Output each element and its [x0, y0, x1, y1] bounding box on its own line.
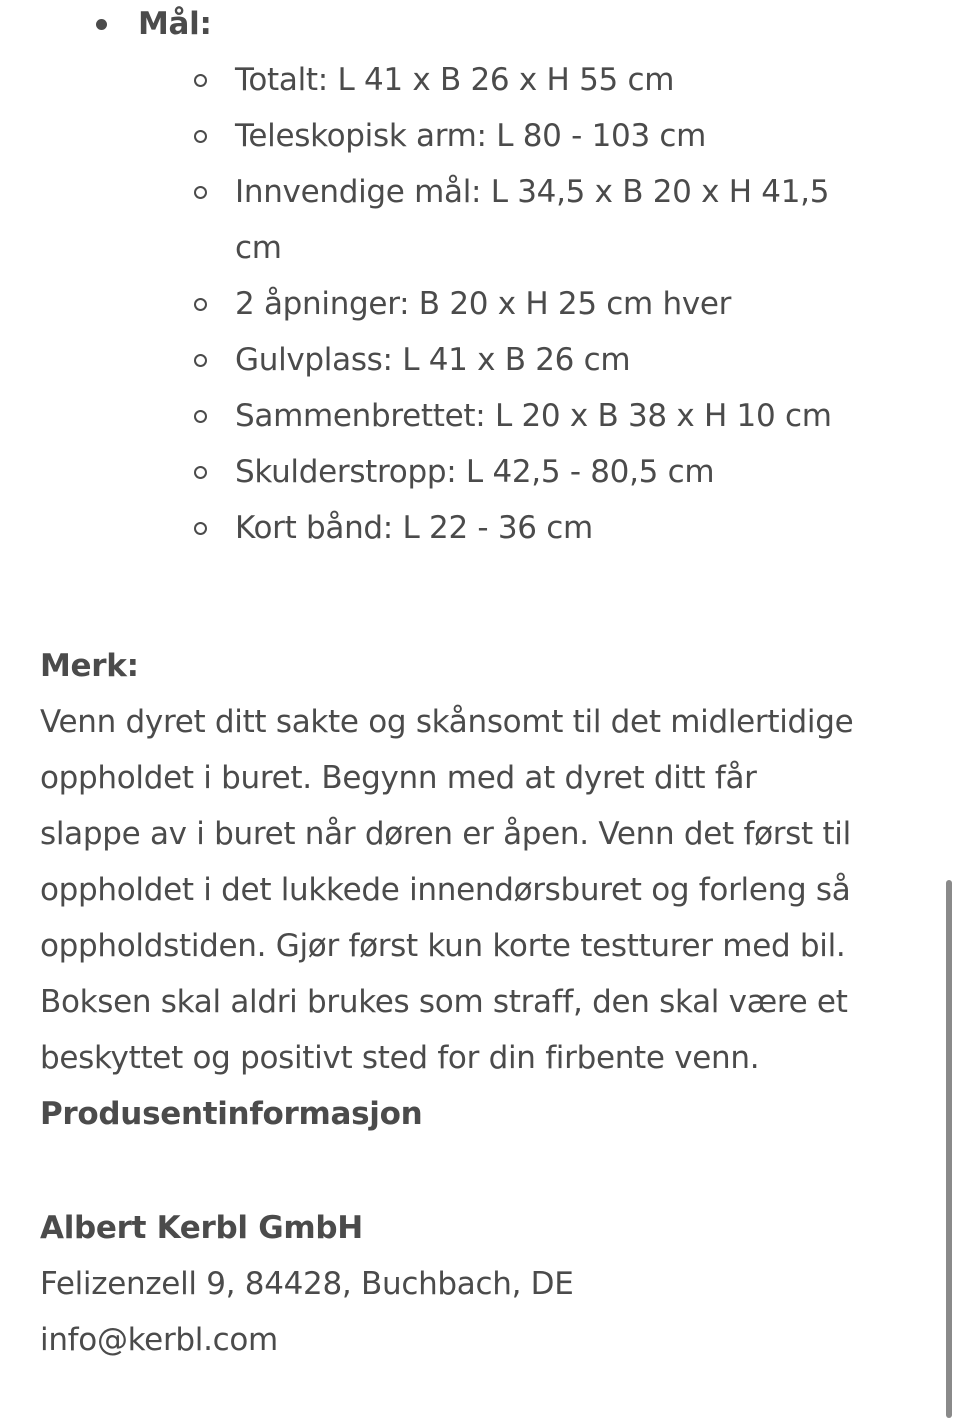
- manufacturer-address: Felizenzell 9, 84428, Buchbach, DE: [40, 1266, 574, 1302]
- note-text-line: Boksen skal aldri brukes som straff, den skal være et: [40, 984, 848, 1020]
- spec-item: Totalt: L 41 x B 26 x H 55 cm: [0, 52, 960, 108]
- spec-item: Kort bånd: L 22 - 36 cm: [0, 500, 960, 556]
- spec-item: Teleskopisk arm: L 80 - 103 cm: [0, 108, 960, 164]
- circle-bullet-icon: [194, 410, 207, 423]
- note-text-line: oppholdet i buret. Begynn med at dyret ditt får: [40, 760, 757, 796]
- spec-item: Gulvplass: L 41 x B 26 cm: [0, 332, 960, 388]
- note-heading: Merk:: [40, 648, 139, 684]
- spec-item: 2 åpninger: B 20 x H 25 cm hver: [0, 276, 960, 332]
- circle-bullet-icon: [194, 466, 207, 479]
- note-section: [40, 638, 930, 1142]
- bullet-icon: [96, 19, 107, 30]
- manufacturer-info-heading: Produsentinformasjon: [40, 1096, 423, 1132]
- note-text-line: oppholdstiden. Gjør først kun korte testturer med bil.: [40, 928, 846, 964]
- scrollbar-thumb[interactable]: [946, 880, 952, 1418]
- circle-bullet-icon: [194, 298, 207, 311]
- circle-bullet-icon: [194, 354, 207, 367]
- spec-item-continuation: cm: [235, 230, 282, 266]
- specs-heading: Mål:: [138, 6, 212, 42]
- note-text-line: beskyttet og positivt sted for din firbente venn.: [40, 1040, 760, 1076]
- note-text-line: oppholdet i det lukkede innendørsburet og forleng så: [40, 872, 851, 908]
- spec-item: Innvendige mål: L 34,5 x B 20 x H 41,5: [0, 164, 960, 220]
- manufacturer-email[interactable]: info@kerbl.com: [40, 1322, 278, 1358]
- spec-item: Skulderstropp: L 42,5 - 80,5 cm: [0, 444, 960, 500]
- manufacturer-name: Albert Kerbl GmbH: [40, 1210, 363, 1246]
- circle-bullet-icon: [194, 74, 207, 87]
- circle-bullet-icon: [194, 186, 207, 199]
- note-text-line: slappe av i buret når døren er åpen. Venn det først til: [40, 816, 851, 852]
- spec-item: Sammenbrettet: L 20 x B 38 x H 10 cm: [0, 388, 960, 444]
- specs-list: [0, 52, 960, 556]
- note-text-line: Venn dyret ditt sakte og skånsomt til det midlertidige: [40, 704, 854, 740]
- manufacturer-section: [40, 1200, 930, 1368]
- circle-bullet-icon: [194, 130, 207, 143]
- circle-bullet-icon: [194, 522, 207, 535]
